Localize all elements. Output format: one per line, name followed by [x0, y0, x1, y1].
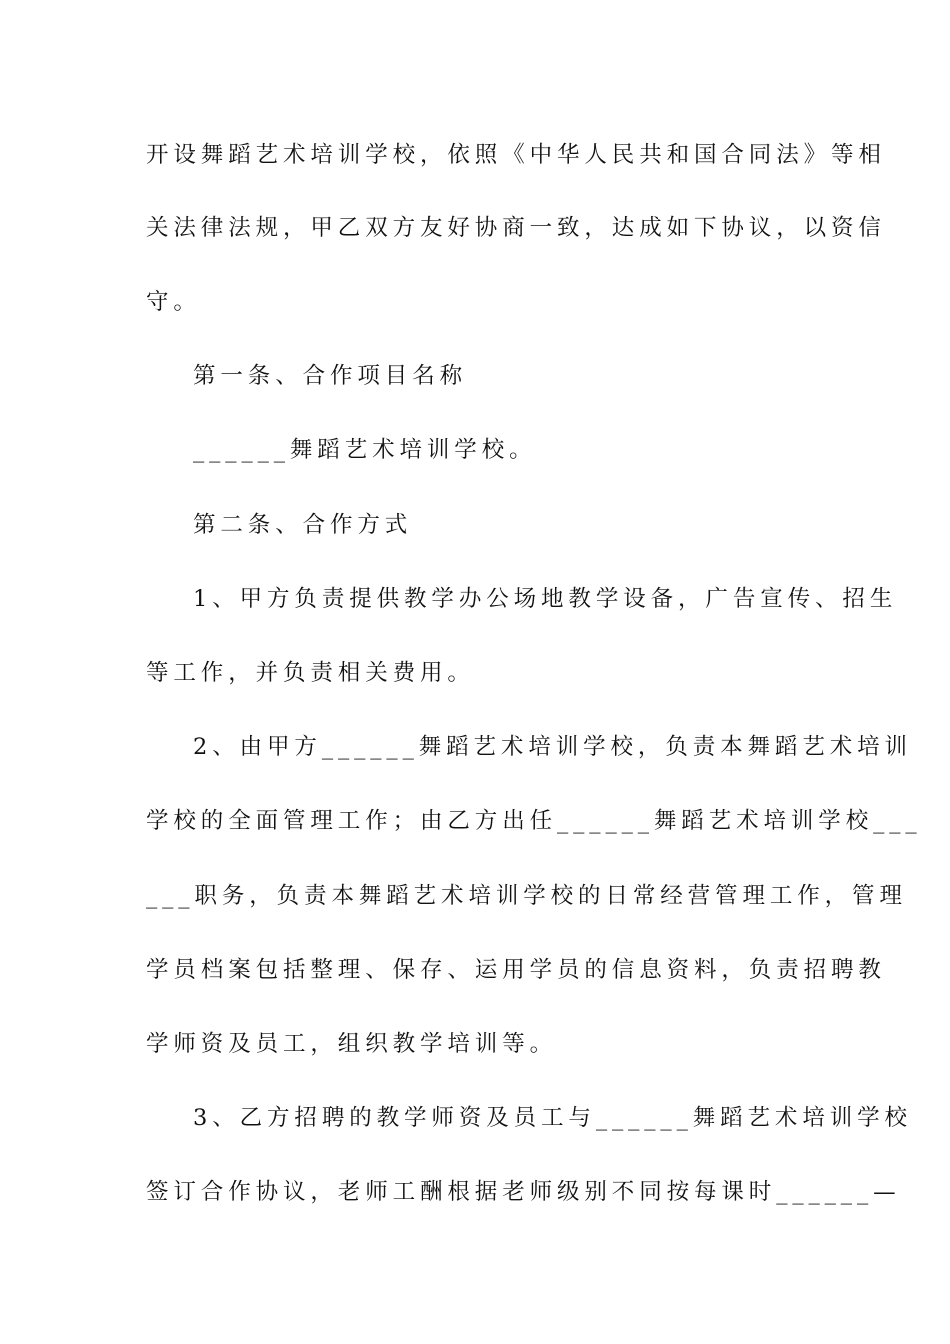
- clause-1-line-1: 1、甲方负责提供教学办公场地教学设备，广告宣传、招生: [193, 586, 898, 612]
- paragraph-intro-line-2: 关法律法规，甲乙双方友好协商一致，达成如下协议，以资信: [146, 215, 886, 241]
- clause-2-line-4: 学员档案包括整理、保存、运用学员的信息资料，负责招聘教: [146, 957, 886, 983]
- clause-2-line-5: 学师资及员工，组织教学培训等。: [146, 1031, 558, 1057]
- paragraph-intro-line-3: 守。: [146, 289, 201, 315]
- article-1-heading: 第一条、合作项目名称: [193, 363, 468, 389]
- clause-1-line-2: 等工作，并负责相关费用。: [146, 660, 475, 686]
- clause-2-line-2: 学校的全面管理工作；由乙方出任______舞蹈艺术培训学校___: [146, 808, 922, 834]
- clause-2-line-3: ___职务，负责本舞蹈艺术培训学校的日常经营管理工作，管理: [146, 883, 907, 909]
- clause-3-line-1: 3、乙方招聘的教学师资及员工与______舞蹈艺术培训学校: [193, 1105, 912, 1131]
- clause-2-line-1: 2、由甲方______舞蹈艺术培训学校，负责本舞蹈艺术培训: [193, 734, 912, 760]
- article-1-project-name: ______舞蹈艺术培训学校。: [193, 437, 537, 463]
- article-2-heading: 第二条、合作方式: [193, 512, 413, 538]
- paragraph-intro-line-1: 开设舞蹈艺术培训学校，依照《中华人民共和国合同法》等相: [146, 142, 886, 168]
- clause-3-line-2: 签订合作协议，老师工酬根据老师级别不同按每课时______—: [146, 1179, 901, 1205]
